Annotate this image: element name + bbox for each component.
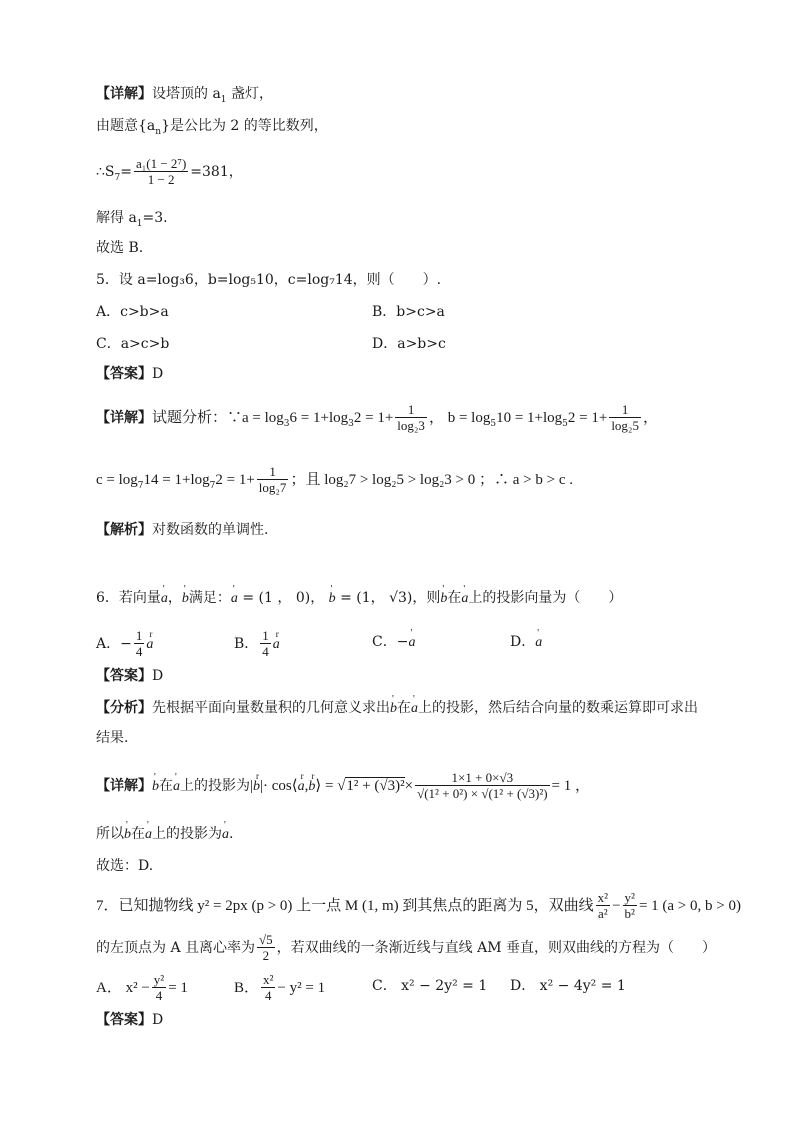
q6-option-c: C．−' a <box>372 632 415 653</box>
q5-stem: 5．设 a=log₃6，b=log₅10，c=log₇14，则（ ）. <box>96 272 442 288</box>
q6-answer: 【答案】D <box>96 668 164 684</box>
q4-detail-line-5: 故选 B. <box>96 240 144 256</box>
q6-stem: 6．若向量' a，' b满足：' a = (1 ， 0)， ' b = (1， √3)，则' b在' a上的投影向量为（ ） <box>96 588 622 609</box>
q6-option-b: B． $\frac{1}{4}$ r a <box>234 628 280 660</box>
q7-answer: 【答案】D <box>96 1012 164 1028</box>
q7-option-b: B． $\frac{\text{x²}}{4}$ − y² = 1 <box>234 972 326 1003</box>
q5-detail-line-2: $c = \log_714 = 1+\log_72 = 1+$ $\frac{1}{\text{log₂7}}$ ；且 log₂7 > log₂5 > log₂3 > 0 ；∴ a > b > c . <box>96 464 573 495</box>
q7-option-c: C． x² − 2y² = 1 <box>372 978 488 994</box>
q6-so: 所以' b在' a上的投影为' a. <box>96 824 233 845</box>
q7-stem-line-2: 的左顶点为 A 且离心率为 $\frac{√5}{2}$ ，若双曲线的一条渐近线与直线 AM 垂直，则双曲线的方程为（ ） <box>96 932 717 963</box>
q6-option-d: D．' a <box>510 632 542 653</box>
q7-option-a: A． x² − $\frac{\text{y²}}{4}$ = 1 <box>96 972 188 1003</box>
q5-option-c: C．a>c>b <box>96 336 170 352</box>
q5-option-d: D．a>b>c <box>372 336 446 352</box>
q5-answer: 【答案】D <box>96 366 164 382</box>
q4-detail-line-3: $\therefore S_7=$ $\frac{\text{a₁(1 − 2⁷)}}{1 - 2}$ =381， <box>96 156 243 187</box>
q6-fenxi-line-2: 结果. <box>96 730 129 746</box>
q5-jiexi: 【解析】对数函数的单调性. <box>96 522 269 538</box>
q6-option-a: A．− $\frac{1}{4}$ r a <box>96 628 153 660</box>
q4-detail-line-2: 由题意$\{a_n\}$是公比为 2 的等比数列， <box>96 118 328 137</box>
q5-detail-line-1: 【详解】试题分析：∵a = $\log_36 = 1+\log_32 = 1+$ $\frac{1}{\text{log₂3}}$ ， $b = \log_510 = 1+\log_52 = 1+$ $\frac{1}{\text{log₂5}}$ ， <box>96 402 658 433</box>
q4-detail-line-4: 解得 $a_1=3$. <box>96 210 168 229</box>
q7-stem-line-1: 7．已知抛物线 y² = 2px (p > 0) 上一点 M (1, m) 到其焦点的距离为 5，双曲线 $\frac{\text{x²}}{\text{a²}}$ − $\frac{\text{y²}}{\text{b²}}$ = 1 (a > 0, b > 0) <box>96 890 741 921</box>
q4-detail-line-1: 【详解】设塔顶的 $a_1$ 盏灯， <box>96 86 273 105</box>
q7-option-d: D． x² − 4y² = 1 <box>510 978 626 994</box>
q5-option-a: A．c>b>a <box>96 304 169 320</box>
q5-option-b: B．b>c>a <box>372 304 445 320</box>
sum-fraction: $\frac{\text{a₁(1 − 2⁷)}}{1 - 2}$ <box>135 156 187 187</box>
detail-tag: 【详解】 <box>96 86 152 102</box>
q6-choose: 故选：D. <box>96 858 154 874</box>
q6-fenxi-line-1: 【分析】先根据平面向量数量积的几何意义求出' b在' a上的投影，然后结合向量的数乘运算即可求出 <box>96 698 698 719</box>
q6-detail: 【详解】' b在' a上的投影为|r b|· cos⟨r a,r b⟩ = √1² + (√3)²× $\frac{1\times 1 + 0\times√3}{\text{√(1² + 0²) × √(1² + (√3)²)}}$ = 1 ， <box>96 770 590 802</box>
